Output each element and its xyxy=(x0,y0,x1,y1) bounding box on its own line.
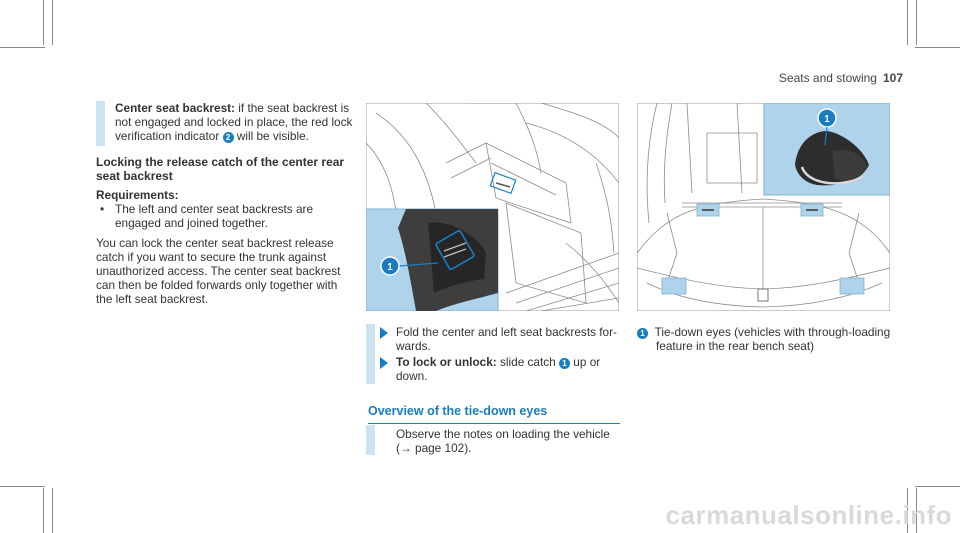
caption-line: Tie-down eyes (vehicles with through-loading xyxy=(654,325,891,339)
center-backrest-note xyxy=(115,101,365,143)
callout-1: 1 xyxy=(637,328,648,339)
step-lock xyxy=(396,355,621,383)
step-arrow-icon xyxy=(380,357,388,369)
caption-line: feature in the rear bench seat) xyxy=(656,339,815,353)
crop-mark xyxy=(43,0,44,45)
figure-callout-1: 1 xyxy=(387,262,393,273)
step-text: slide catch xyxy=(496,355,560,369)
crop-mark xyxy=(916,0,917,45)
crop-mark xyxy=(43,488,44,533)
watermark: carmanualsonline.info xyxy=(665,500,952,530)
crop-mark xyxy=(915,47,960,48)
crop-mark xyxy=(0,486,45,487)
step-sidebar-bar xyxy=(366,324,375,384)
running-header xyxy=(779,71,903,85)
heading-line: seat backrest xyxy=(96,169,173,183)
lock-paragraph xyxy=(96,236,366,306)
header-section: Seats and stowing xyxy=(778,71,877,85)
paragraph-line: can then be folded forwards only together with xyxy=(96,278,338,292)
step-fold xyxy=(396,325,621,353)
crop-mark xyxy=(0,47,45,48)
info-sidebar-bar xyxy=(96,101,105,146)
requirement-bullet: • xyxy=(100,202,105,216)
paragraph-line: unauthorized access. The center seat backrest xyxy=(96,264,341,278)
callout-2: 2 xyxy=(223,132,234,143)
requirements-label: Requirements: xyxy=(96,188,179,202)
requirement-line: engaged and joined together. xyxy=(115,216,268,230)
seat-backrest-figure xyxy=(366,103,619,311)
observe-line: Observe the notes on loading the vehicle xyxy=(396,427,610,441)
section-title: Overview of the tie-down eyes xyxy=(368,404,620,424)
callout-1: 1 xyxy=(559,358,570,369)
paragraph-line: You can lock the center seat backrest release xyxy=(96,236,334,250)
page-number: 107 xyxy=(882,71,903,85)
step-line: Fold the center and left seat backrests for- xyxy=(396,325,617,339)
observe-line: (→ page 102). xyxy=(396,441,472,455)
observe-sidebar-bar xyxy=(366,425,375,455)
note-text: will be visible. xyxy=(233,129,309,143)
requirement-line: The left and center seat backrests are xyxy=(115,202,314,216)
step-line: down. xyxy=(396,369,428,383)
note-text: not engaged and locked in place, the red lock xyxy=(115,115,353,129)
center-backrest-label: Center seat backrest: xyxy=(115,101,235,115)
locking-heading xyxy=(96,155,344,183)
requirement-item xyxy=(115,202,313,230)
paragraph-line: catch if you want to secure the trunk against xyxy=(96,250,327,264)
crop-mark xyxy=(915,486,960,487)
paragraph-line: the left seat backrest. xyxy=(96,292,209,306)
note-text: verification indicator xyxy=(115,129,223,143)
heading-line: Locking the release catch of the center rear xyxy=(96,155,345,169)
step-text: up or xyxy=(570,355,601,369)
crop-mark xyxy=(907,0,908,45)
note-text: if the seat backrest is xyxy=(235,101,350,115)
step-arrow-icon xyxy=(380,327,388,339)
figure-callout-1: 1 xyxy=(824,114,830,125)
step-label: To lock or unlock: xyxy=(396,355,497,369)
crop-mark xyxy=(52,488,53,533)
tie-down-caption xyxy=(637,325,897,353)
observe-note xyxy=(396,427,621,455)
crop-mark xyxy=(52,0,53,45)
trunk-tie-down-figure xyxy=(637,103,890,311)
step-line: wards. xyxy=(396,339,431,353)
